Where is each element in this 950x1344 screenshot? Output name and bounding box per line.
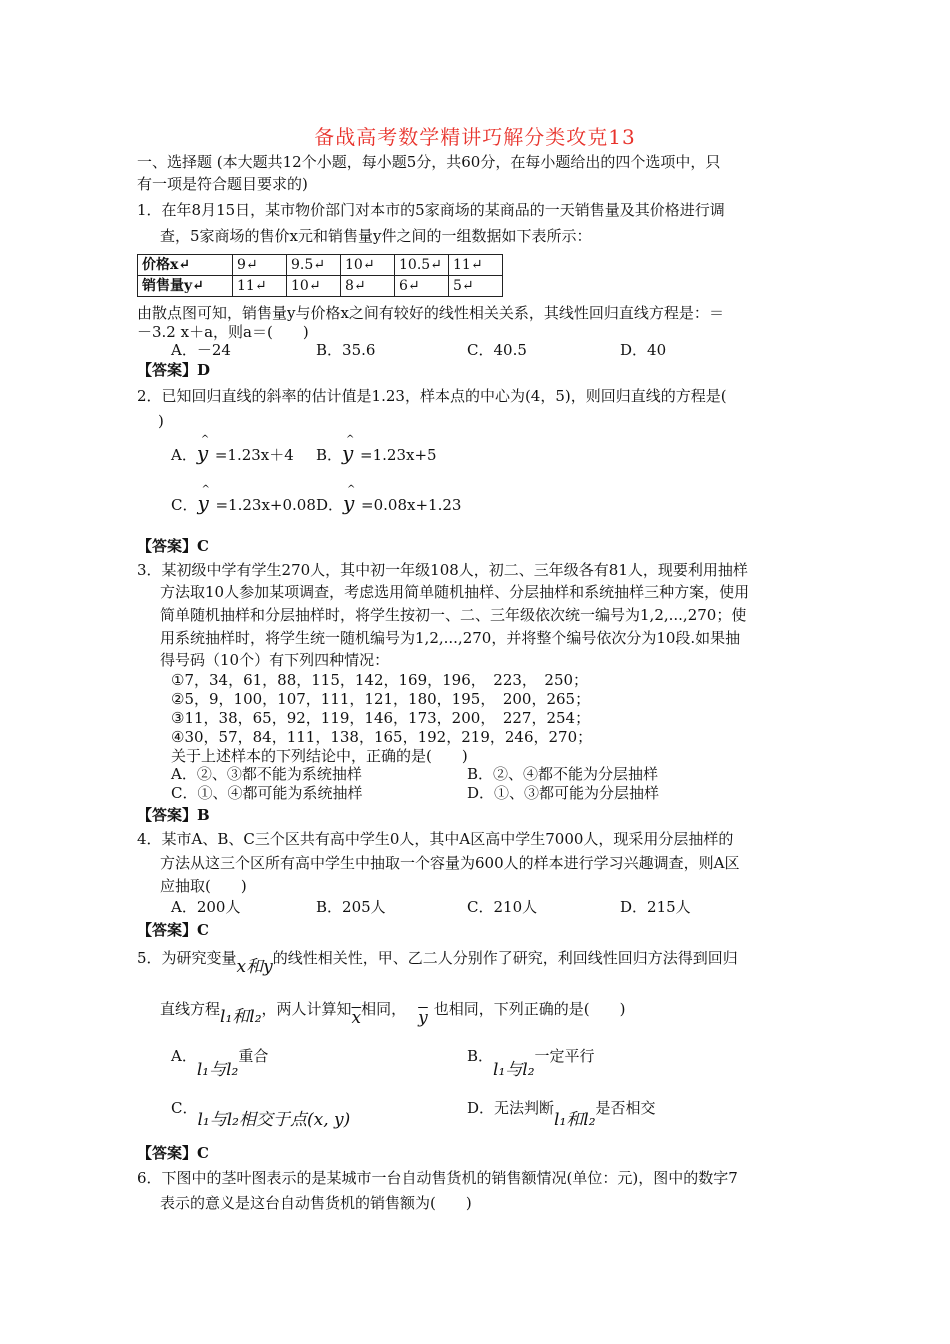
q5-option-a (171, 1046, 269, 1080)
q2-option-d (316, 493, 461, 515)
option-label: C． (171, 496, 198, 514)
option-label: B． (467, 1047, 494, 1065)
text-segment: ，两人计算知 (261, 1000, 352, 1018)
option-text: =0.08x+1.23 (361, 496, 462, 514)
option-text: 重合 (238, 1047, 269, 1065)
text-segment: 5．为研究变量 (137, 949, 237, 967)
option-text: =1.23x＋4 (214, 446, 294, 464)
q3-case-2: ②5，9，100，107，111，121，180，195， 200，265； (171, 690, 591, 708)
text-segment: 的线性相关性，甲、乙二人分别作了研究，利回线性回归方法得到回归 (272, 949, 738, 967)
q1-text-cont: 由散点图可知，销售量y与价格x之间有较好的线性相关关系，其线性回归直线方程是：＝ (137, 304, 724, 322)
q4-option-a: A．200人 (171, 898, 241, 916)
math-expression: x和y (236, 957, 273, 977)
q1-option-d: D．40 (620, 341, 667, 359)
option-label: C． (171, 1099, 198, 1117)
q1-text-cont: 查，5家商场的售价x元和销售量y件之间的一组数据如下表所示： (160, 227, 592, 245)
page-title: 备战高考数学精讲巧解分类攻克13 (314, 125, 636, 149)
q3-option-d: D．①、③都可能为分层抽样 (467, 784, 660, 802)
math-expression: l₁与l₂ (493, 1060, 535, 1080)
option-text: =1.23x+0.08 (215, 496, 316, 514)
q1-answer: 【答案】D (137, 361, 211, 379)
q5-option-d (467, 1098, 656, 1130)
option-text: 一定平行 (534, 1047, 595, 1065)
q4-option-c: C．210人 (467, 898, 538, 916)
y-hat-symbol: ^ y (343, 493, 361, 513)
math-expression: l₁与l₂相交于点(x, y) (197, 1110, 351, 1130)
q6-text-cont: 表示的意义是这台自动售货机的销售额为( ) (160, 1194, 472, 1212)
q4-option-d: D．215人 (620, 898, 691, 916)
q6-text: 6．下图中的茎叶图表示的是某城市一台自动售货机的销售额情况(单位：元)，图中的数字7 (137, 1169, 738, 1187)
math-expression: l₁和l₂ (554, 1110, 596, 1130)
q1-option-b: B．35.6 (316, 341, 376, 359)
q5-text (137, 948, 738, 977)
q5-option-c (171, 1098, 351, 1130)
q3-text-cont: 用系统抽样时，将学生统一随机编号为1,2,...,270，并将整个编号依次分为10段.如果抽 (160, 629, 741, 647)
q4-text: 4．某市A、B、C三个区共有高中学生0人，其中A区高中学生7000人，现采用分层抽样的 (137, 830, 734, 848)
q4-answer: 【答案】C (137, 921, 209, 939)
y-bar-symbol: $\overline{y}$ (418, 1008, 428, 1028)
q2-option-b (316, 443, 437, 465)
q1-option-c: C．40.5 (467, 341, 527, 359)
q3-text-cont: 简单随机抽样和分层抽样时，将学生按初一、二、三年级依次统一编号为1,2,...,270；使 (160, 606, 747, 624)
x-bar-symbol: $\overline{x}$ (351, 1008, 362, 1028)
table-cell: 10↵ (341, 255, 395, 276)
table-cell: 10.5↵ (395, 255, 449, 276)
q1-text: 1．在年8月15日，某市物价部门对本市的5家商场的某商品的一天销售量及其价格进行调 (137, 201, 725, 219)
q3-option-c: C．①、④都可能为系统抽样 (171, 784, 363, 802)
q3-text-cont: 关于上述样本的下列结论中，正确的是( ) (171, 747, 468, 765)
option-label: A． (171, 1047, 197, 1065)
math-expression: l₁和l₂ (220, 1007, 262, 1027)
table-cell: 9.5↵ (287, 255, 341, 276)
q3-answer: 【答案】B (137, 806, 210, 824)
q1-text-cont: －3.2 x＋a，则a＝( ) (137, 323, 309, 341)
option-label: A． (171, 446, 197, 464)
table-cell: 11↵ (449, 255, 503, 276)
option-label: B． (316, 446, 343, 464)
q4-text-cont: 方法从这三个区所有高中学生中抽取一个容量为600人的样本进行学习兴趣调查，则A区 (160, 854, 740, 872)
q2-option-a (171, 443, 294, 465)
table-cell: 9↵ (233, 255, 287, 276)
table-row (138, 276, 503, 297)
q3-text-cont: 方法取10人参加某项调查，考虑选用简单随机抽样、分层抽样和系统抽样三种方案，使用 (160, 583, 750, 601)
table-cell: 5↵ (449, 276, 503, 297)
table-cell: 8↵ (341, 276, 395, 297)
q3-case-4: ④30，57，84，111，138，165，192，219，246，270； (171, 728, 593, 746)
q3-case-1: ①7，34，61，88，115，142，169，196， 223， 250； (171, 671, 589, 689)
section-heading: 一、选择题 (本大题共12个小题，每小题5分，共60分，在每小题给出的四个选项中，只 (137, 153, 721, 171)
table-cell: 销售量y↵ (138, 276, 233, 297)
q2-text: 2．已知回归直线的斜率的估计值是1.23，样本点的中心为(4，5)，则回归直线的方程是( (137, 387, 727, 405)
table-row (138, 255, 503, 276)
q1-option-a: A．－24 (171, 341, 231, 359)
q3-option-a: A．②、③都不能为系统抽样 (171, 765, 362, 783)
text-segment: 相同， (361, 1000, 407, 1018)
q4-text-cont: 应抽取( ) (160, 877, 247, 895)
q3-option-b: B．②、④都不能为分层抽样 (467, 765, 659, 783)
option-label: D． (316, 496, 344, 514)
q1-price-sales-table (137, 254, 503, 297)
option-text: =1.23x+5 (360, 446, 437, 464)
q2-option-c (171, 493, 316, 515)
q2-text-cont: ) (158, 412, 164, 430)
option-label: D．无法判断 (467, 1099, 555, 1117)
section-heading-cont: 有一项是符合题目要求的) (137, 175, 308, 193)
y-hat-symbol: ^ y (197, 443, 215, 463)
q3-case-3: ③11，38，65，92，119，146，173，200， 227，254； (171, 709, 591, 727)
y-hat-symbol: ^ y (342, 443, 360, 463)
option-text: 是否相交 (595, 1099, 656, 1117)
q5-text-cont (160, 999, 626, 1028)
table-cell: 11↵ (233, 276, 287, 297)
q3-text-cont: 得号码（10个）有下列四种情况： (160, 651, 390, 669)
q2-answer: 【答案】C (137, 537, 209, 555)
q5-option-b (467, 1046, 595, 1080)
text-segment: 直线方程 (160, 1000, 221, 1018)
table-cell: 10↵ (287, 276, 341, 297)
math-expression: l₁与l₂ (196, 1060, 239, 1080)
y-hat-symbol: ^ y (197, 493, 215, 513)
q3-text: 3．某初级中学有学生270人，其中初一年级108人，初二、三年级各有81人，现要利用抽样 (137, 561, 748, 579)
text-segment: 也相同，下列正确的是( ) (433, 1000, 626, 1018)
table-cell: 6↵ (395, 276, 449, 297)
q5-answer: 【答案】C (137, 1144, 209, 1162)
table-cell: 价格x↵ (138, 255, 233, 276)
q4-option-b: B．205人 (316, 898, 386, 916)
